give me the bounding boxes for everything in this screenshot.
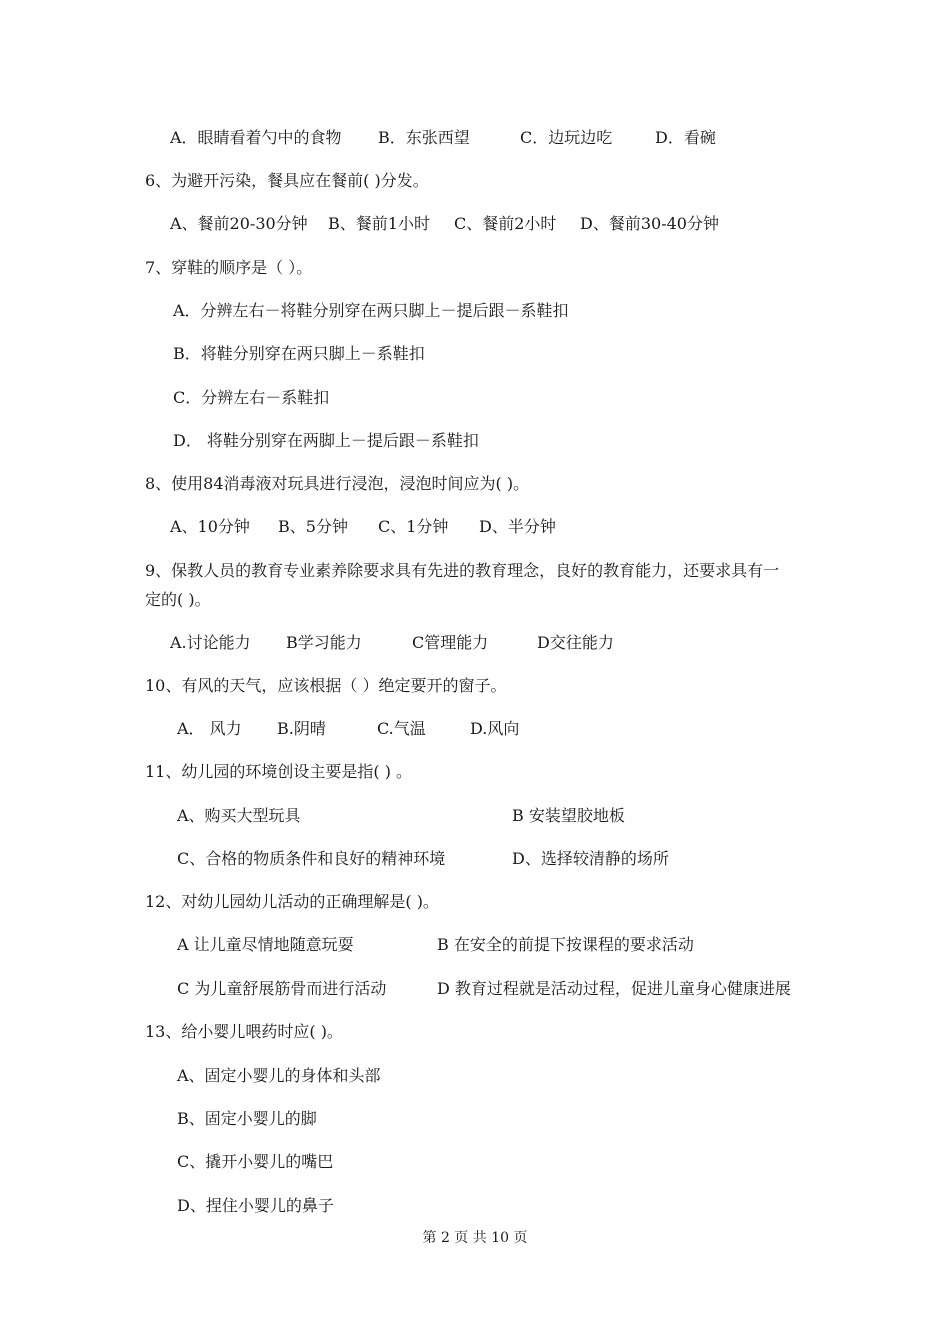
q7-option-c: C．分辨左右－系鞋扣 — [173, 388, 330, 407]
q13-option-a: A、固定小婴儿的身体和头部 — [177, 1066, 381, 1085]
q13-stem: 13、给小婴儿喂药时应( )。 — [145, 1022, 343, 1041]
q9-option-b: B学习能力 — [286, 633, 362, 652]
q6-option-c: C、餐前2小时 — [454, 214, 557, 233]
q12-option-a: A 让儿童尽情地随意玩耍 — [177, 935, 354, 954]
q8-stem: 8、使用84消毒液对玩具进行浸泡，浸泡时间应为( )。 — [145, 474, 530, 493]
q6-option-b: B、餐前1小时 — [328, 214, 430, 233]
q7-option-b: B．将鞋分别穿在两只脚上－系鞋扣 — [173, 344, 425, 363]
page-footer: 第 2 页 共 10 页 — [422, 1230, 528, 1246]
q8-option-b: B、5分钟 — [278, 517, 348, 536]
q10-option-c: C.气温 — [377, 719, 426, 738]
q12-option-d: D 教育过程就是活动过程，促进儿童身心健康进展 — [437, 979, 791, 998]
q12-option-c: C 为儿童舒展筋骨而进行活动 — [177, 979, 387, 998]
q11-option-c: C、合格的物质条件和良好的精神环境 — [177, 849, 446, 868]
q6-option-a: A、餐前20-30分钟 — [170, 214, 308, 233]
q10-option-b: B.阴晴 — [277, 719, 326, 738]
q5-option-a: A．眼睛看着勺中的食物 — [170, 128, 342, 147]
q12-stem: 12、对幼儿园幼儿活动的正确理解是( )。 — [145, 892, 439, 911]
q9-option-a: A.讨论能力 — [170, 633, 251, 652]
q8-option-c: C、1分钟 — [378, 517, 449, 536]
q11-stem: 11、幼儿园的环境创设主要是指( ) 。 — [145, 762, 413, 781]
q7-option-d: D． 将鞋分别穿在两脚上－提后跟－系鞋扣 — [173, 431, 479, 450]
q5-option-d: D．看碗 — [655, 128, 716, 147]
q7-option-a: A．分辨左右－将鞋分别穿在两只脚上－提后跟－系鞋扣 — [173, 301, 569, 320]
q10-stem: 10、有风的天气，应该根据（ ）绝定要开的窗子。 — [145, 676, 507, 695]
q6-stem: 6、为避开污染，餐具应在餐前( )分发。 — [145, 171, 429, 190]
q9-stem-line-2: 定的( )。 — [145, 590, 211, 609]
q9-option-d: D交往能力 — [537, 633, 614, 652]
q5-option-c: C．边玩边吃 — [520, 128, 613, 147]
q11-option-a: A、购买大型玩具 — [177, 806, 301, 825]
q11-option-b: B 安装望胶地板 — [512, 806, 625, 825]
q10-option-d: D.风向 — [470, 719, 520, 738]
q10-option-a: A． 风力 — [177, 719, 242, 738]
q6-option-d: D、餐前30-40分钟 — [580, 214, 719, 233]
q5-option-b: B．东张西望 — [378, 128, 470, 147]
q13-option-b: B、固定小婴儿的脚 — [177, 1109, 317, 1128]
q9-option-c: C管理能力 — [412, 633, 489, 652]
q8-option-a: A、10分钟 — [170, 517, 250, 536]
q9-stem-line-1: 9、保教人员的教育专业素养除要求具有先进的教育理念，良好的教育能力，还要求具有一 — [145, 561, 780, 580]
q11-option-d: D、选择较清静的场所 — [512, 849, 669, 868]
q8-option-d: D、半分钟 — [479, 517, 556, 536]
q7-stem: 7、穿鞋的顺序是（ ）。 — [145, 258, 313, 277]
q13-option-d: D、捏住小婴儿的鼻子 — [177, 1196, 334, 1215]
q13-option-c: C、撬开小婴儿的嘴巴 — [177, 1152, 334, 1171]
q12-option-b: B 在安全的前提下按课程的要求活动 — [437, 935, 694, 954]
